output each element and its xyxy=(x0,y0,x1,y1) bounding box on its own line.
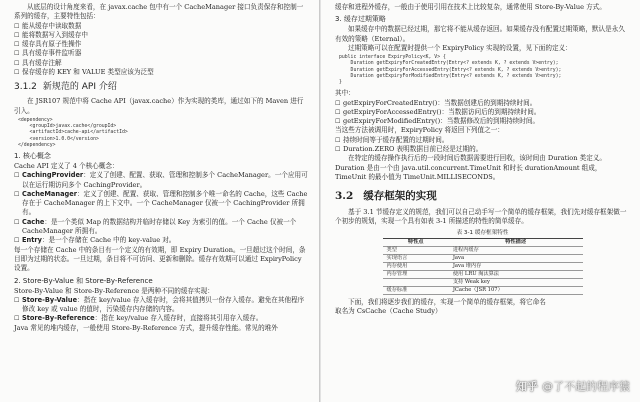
store-list xyxy=(14,296,309,324)
table-header-row xyxy=(383,238,583,246)
table-header: 特性描述 xyxy=(449,238,583,246)
list-item: ☐ 能将数据写入到缓存中 xyxy=(14,30,88,39)
table-row: 类型 进程内缓存 xyxy=(383,246,583,254)
table-header: 特性点 xyxy=(383,238,449,246)
checkbox-bullet-icon: ☐ xyxy=(335,145,341,153)
list-item: ☐ 持续时间等于缓存配置的过期时间。 xyxy=(335,135,449,144)
checkbox-bullet-icon: ☐ xyxy=(14,31,20,39)
list-item: ☐ 具有缓存注解 xyxy=(14,58,62,67)
list-item: ☐ getExpiryForCreatedEntry()：当数据创建后的到期持续时间。 xyxy=(335,98,537,107)
return-paragraph: 当这些方法被调用时，ExpiryPolicy 将返回下列值之一： xyxy=(335,126,504,135)
table-caption: 表 3-1 缓存框架特性 xyxy=(456,229,509,236)
table-row: 内存管理 使用 LRU 淘汰算法 xyxy=(383,270,583,278)
store-intro: Store-By-Value 和 Store-By-Reference 是两种不同的缓存实现： xyxy=(14,286,214,295)
checkbox-bullet-icon: ☐ xyxy=(14,172,20,180)
top-paragraph: 缓存和进程外缓存，一般由于使用引用在技术上比较复杂，通常使用 Store-By-Value 方式。 xyxy=(335,3,606,11)
list-item: ☐ Duration.ZERO 表明数据目前已经是过期的。 xyxy=(335,144,483,153)
list-item: ☐ Entry：是一个存储在 Cache 中的 key-value 对。 xyxy=(14,236,176,245)
section-heading: 3.1.2 新规范的 API 介绍 xyxy=(14,82,117,93)
list-item: ☐ Store-By-Value：指在 key/value 存入缓存时，会将其值拷贝一份存入缓存。避免在其他程序修改 key 或 value 的值时，污染缓存内存储的内容。 xyxy=(14,295,305,314)
subheading-core: 1. 核心概念 xyxy=(14,151,51,160)
checkbox-bullet-icon: ☐ xyxy=(14,218,20,226)
core-list xyxy=(14,171,309,245)
code-block: <dependency> <groupId>javax.cache</groupId> <artifactId>cache-api</artifactId> <version>1.0.0</version> </dependency> xyxy=(18,117,128,148)
store-tail: Java 常见的堆内缓存，一般使用 Store-By-Reference 方式，提升缓存性能。常见的堆外 xyxy=(14,323,278,332)
checkbox-bullet-icon: ☐ xyxy=(14,69,20,77)
tail-paragraph: 取名为 CsCache（Cache Study） xyxy=(335,307,442,316)
feature-list xyxy=(14,22,309,78)
chapter-section-heading: 3.2 缓存框架的实现 xyxy=(335,190,437,203)
checkbox-bullet-icon: ☐ xyxy=(14,22,20,30)
checkbox-bullet-icon: ☐ xyxy=(14,190,20,198)
checkbox-bullet-icon: ☐ xyxy=(335,136,341,144)
return-list xyxy=(335,136,630,155)
list-item: ☐ 缓存具有原子性操作 xyxy=(14,40,82,49)
duration-paragraph: 在特定的缓存操作执行后的一段时间后数据需要进行回收，该时间由 Duration 类定义。Duration 是由一个由 java.util.concurrent.TimeUnit 和时长 durationAmount 组成，TimeUnit 的最小值为 TimeUnit.MILLISECONDS。 xyxy=(335,154,606,181)
list-item: ☐ getExpiryForAccessedEntry()：当数据访问后的到期持续时间。 xyxy=(335,107,541,116)
right-page xyxy=(321,0,640,402)
code-block: public interface ExpiryPolicy<K, V> { Duration getExpiryForCreatedEntry(Entry<? extends K, ? extends V>entry); Duration getExpiryForAccessedEntry(Entry<? extends K, ? extends V>entry); Duration getExpiryForModifiedEntry(Entry<? extends K, ? extends V>entry); } xyxy=(339,55,562,85)
expiry-paragraph: 每一个存储在 Cache 中的条目有一个定义的有效期，即 Expiry Duration。一旦超过这个时间，条目即为过期的状态。一旦过期，条目将不可访问、更新和删除。缓存有效期可以通过 ExpiryPolicy 设置。 xyxy=(14,245,306,273)
list-item: ☐ CacheManager：定义了创建、配置、获取、管理和控制多个唯一命名的 Cache，这些 Cache 存在于 CacheManager 的上下文中。一个 CacheManager 仅被一个 CachingProvider 所拥有。 xyxy=(14,189,308,217)
section-paragraph: 基于 3.1 节缓存定义的规范，我们可以自己动手写一个简单的缓存框架，我们先对缓存框架做一个初步的规划，实现一个具有如表 3-1 所描述的特性的简单缓存。 xyxy=(335,208,627,226)
checkbox-bullet-icon: ☐ xyxy=(14,296,20,304)
checkbox-bullet-icon: ☐ xyxy=(335,118,341,126)
checkbox-bullet-icon: ☐ xyxy=(14,59,20,67)
list-item: ☐ Cache：是一个类似 Map 的数据结构并临时存储以 Key 为索引的值。一个 Cache 仅被一个 CacheManager 所拥有。 xyxy=(14,217,297,236)
among-label: 其中： xyxy=(335,89,355,98)
checkbox-bullet-icon: ☐ xyxy=(335,108,341,116)
table-row: 支持 Weak key xyxy=(383,278,583,286)
subheading-expiry: 3. 缓存过期策略 xyxy=(335,15,386,24)
checkbox-bullet-icon: ☐ xyxy=(14,41,20,49)
expiry-paragraph: 如果缓存中的数据已经过期，那它将不能从缓存返回。如果缓存没有配置过期策略，默认是永久有效的策略（Eternal）。 xyxy=(335,25,625,43)
list-item: ☐ CachingProvider：定义了创建、配置、获取、管理和控制多个 CacheManager。一个应用可以在运行期访问多个 CachingProvider。 xyxy=(14,171,308,189)
list-item: ☐ Store-By-Reference：指在 key/value 存入缓存时，直接将其引用存入缓存。 xyxy=(14,314,263,323)
table-row: 内存使用 Java 堆内存 xyxy=(383,262,583,270)
list-item: ☐ getExpiryForModifiedEntry()：当数据修改后的到期持续时间。 xyxy=(335,117,540,126)
checkbox-bullet-icon: ☐ xyxy=(14,315,20,323)
features-table xyxy=(383,238,583,295)
method-list xyxy=(335,99,630,127)
list-item: ☐ 保存缓存的 KEY 和 VALUE 类型应该为泛型 xyxy=(14,68,154,77)
watermark: 知乎 @了不起的程序猿 xyxy=(516,380,630,393)
list-item: ☐ 能从缓存中读取数据 xyxy=(14,21,82,30)
tail-paragraph: 下面，我们将逐步我们的缓存，实现一个简单的缓存框架，将它命名 xyxy=(348,297,546,306)
subheading-store: 2. Store-By-Value 和 Store-By-Reference xyxy=(14,276,153,285)
section-paragraph: 在 JSR107 规范中将 Cache API（javax.cache）作为实现的类库，通过如下的 Maven 进行引入。 xyxy=(14,97,304,115)
left-page xyxy=(0,0,319,402)
intro-paragraph: 从底层的设计角度来看，在 javax.cache 包中有一个 CacheManager 接口负责保存和控制一系列的缓存，主要特性包括： xyxy=(14,3,304,21)
expiry-policy-paragraph: 过期策略可以在配置时提供一个 ExpiryPolicy 实现的设置，见下面的定义： xyxy=(348,43,572,52)
list-item: ☐ 具有缓存事件监听器 xyxy=(14,49,82,58)
checkbox-bullet-icon: ☐ xyxy=(335,99,341,107)
core-intro: Cache API 定义了 4 个核心概念： xyxy=(14,161,119,170)
checkbox-bullet-icon: ☐ xyxy=(14,237,20,245)
table-row: 实现语言 Java xyxy=(383,254,583,262)
checkbox-bullet-icon: ☐ xyxy=(14,50,20,58)
table-row: 缓存标准 JCache（JSR 107） xyxy=(383,286,583,294)
